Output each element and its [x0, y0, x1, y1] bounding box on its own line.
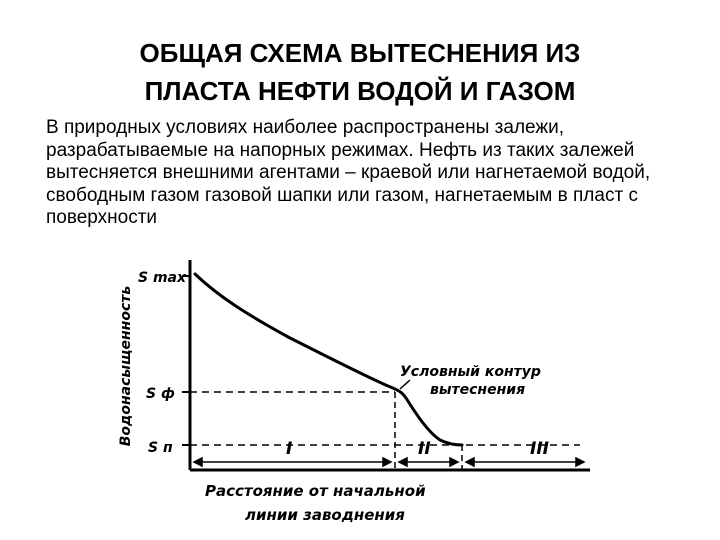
zone-label-3: III	[530, 439, 549, 459]
slide-title	[40, 34, 680, 110]
slide-title-line-2: ПЛАСТА НЕФТИ ВОДОЙ И ГАЗОМ	[144, 76, 576, 106]
s-p-label: S п	[148, 440, 173, 456]
contour-label-line-2: вытеснения	[430, 382, 526, 398]
zone-label-2: II	[418, 439, 431, 459]
contour-pointer	[400, 380, 410, 389]
s-f-label: S ф	[146, 386, 175, 402]
slide-body-text: В природных условиях наиболее распространены залежи, разрабатываемые на напорных режимах. Нефть из таких залежей вытесняется внешними агентами – краевой или нагнетаемой водой, свободным газом газовой шапки или газом, нагнетаемым в пласт с поверхности	[46, 117, 651, 228]
y-axis-label: Водонасыщенность	[118, 285, 134, 447]
saturation-curve	[195, 274, 462, 445]
displacement-diagram	[110, 248, 610, 533]
s-max-label: S max	[138, 270, 187, 286]
zone-label-1: I	[286, 439, 293, 459]
contour-label-line-1: Условный контур	[400, 364, 541, 380]
slide-title-line-1: ОБЩАЯ СХЕМА ВЫТЕСНЕНИЯ ИЗ	[139, 38, 581, 68]
zone-arrows	[194, 458, 584, 466]
x-axis-label-line-1: Расстояние от начальной	[205, 482, 426, 500]
x-axis-label-line-2: линии заводнения	[245, 506, 405, 524]
